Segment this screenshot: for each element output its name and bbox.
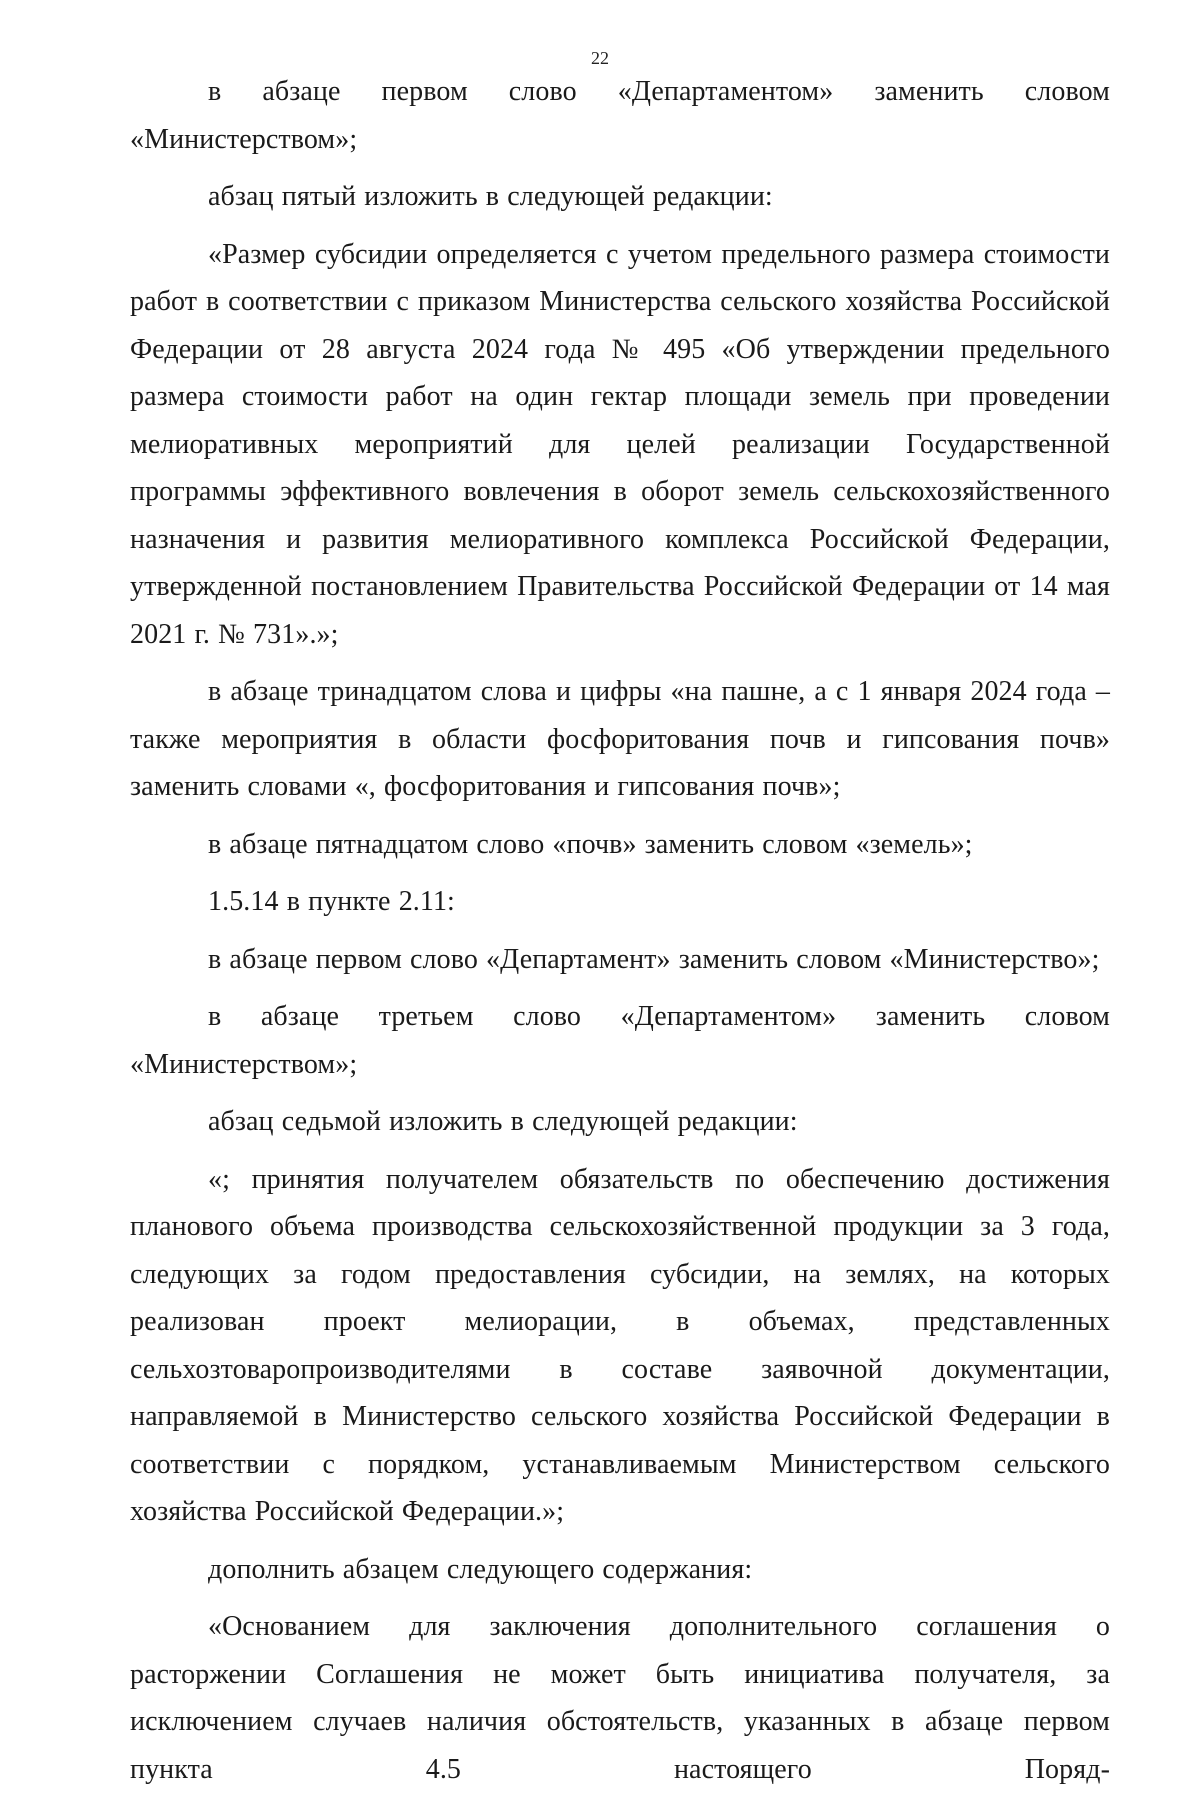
page-number: 22: [591, 48, 609, 68]
paragraph: в абзаце первом слово «Департамент» заменить словом «Министерство»;: [208, 943, 1100, 975]
paragraph: «; принятия получателем обязательств по обеспечению достижения планового объема производства сельскохозяйственной продукции за 3 года, следующих за годом предоставления субсидии, на землях, на которых реализован проект мелиорации, в объемах, представленных сельхозтоваропроизводителями в составе заявочной документации, направляемой в Министерство сельского хозяйства Российской Федерации в соответствии с порядком, устанавливаемым Министерством сельского хозяйства Российской Федерации.»;: [130, 1163, 1110, 1527]
paragraph: в абзаце третьем слово «Департаментом» заменить словом «Министерством»;: [130, 1001, 1110, 1080]
document-body: [130, 68, 1110, 1793]
paragraph: в абзаце тринадцатом слова и цифры «на пашне, а с 1 января 2024 года – также мероприятия в области фосфоритования почв и гипсования почв» заменить словами «, фосфоритования и гипсования почв»;: [130, 676, 1110, 802]
paragraph: 1.5.14 в пункте 2.11:: [208, 886, 455, 917]
paragraph: «Размер субсидии определяется с учетом предельного размера стоимости работ в соответствии с приказом Министерства сельского хозяйства Российской Федерации от 28 августа 2024 года № 495 «Об утверждении предельного размера стоимости работ на один гектар площади земель при проведении мелиоративных мероприятий для целей реализации Государственной программы эффективного вовлечения в оборот земель сельскохозяйственного назначения и развития мелиоративного комплекса Российской Федерации, утвержденной постановлением Правительства Российской Федерации от 14 мая 2021 г. № 731».»;: [130, 238, 1110, 650]
paragraph: абзац седьмой изложить в следующей редакции:: [208, 1106, 798, 1137]
paragraph: дополнить абзацем следующего содержания:: [208, 1553, 753, 1585]
paragraph: абзац пятый изложить в следующей редакции:: [208, 181, 773, 212]
paragraph: в абзаце пятнадцатом слово «почв» заменить словом «земель»;: [208, 828, 973, 860]
paragraph: в абзаце первом слово «Департаментом» заменить словом «Министерством»;: [130, 76, 1110, 155]
paragraph: «Основанием для заключения дополнительного соглашения о расторжении Соглашения не может быть инициатива получателя, за исключением случаев наличия обстоятельств, указанных в абзаце первом пункта 4.5 настоящего Поряд-: [130, 1611, 1110, 1785]
